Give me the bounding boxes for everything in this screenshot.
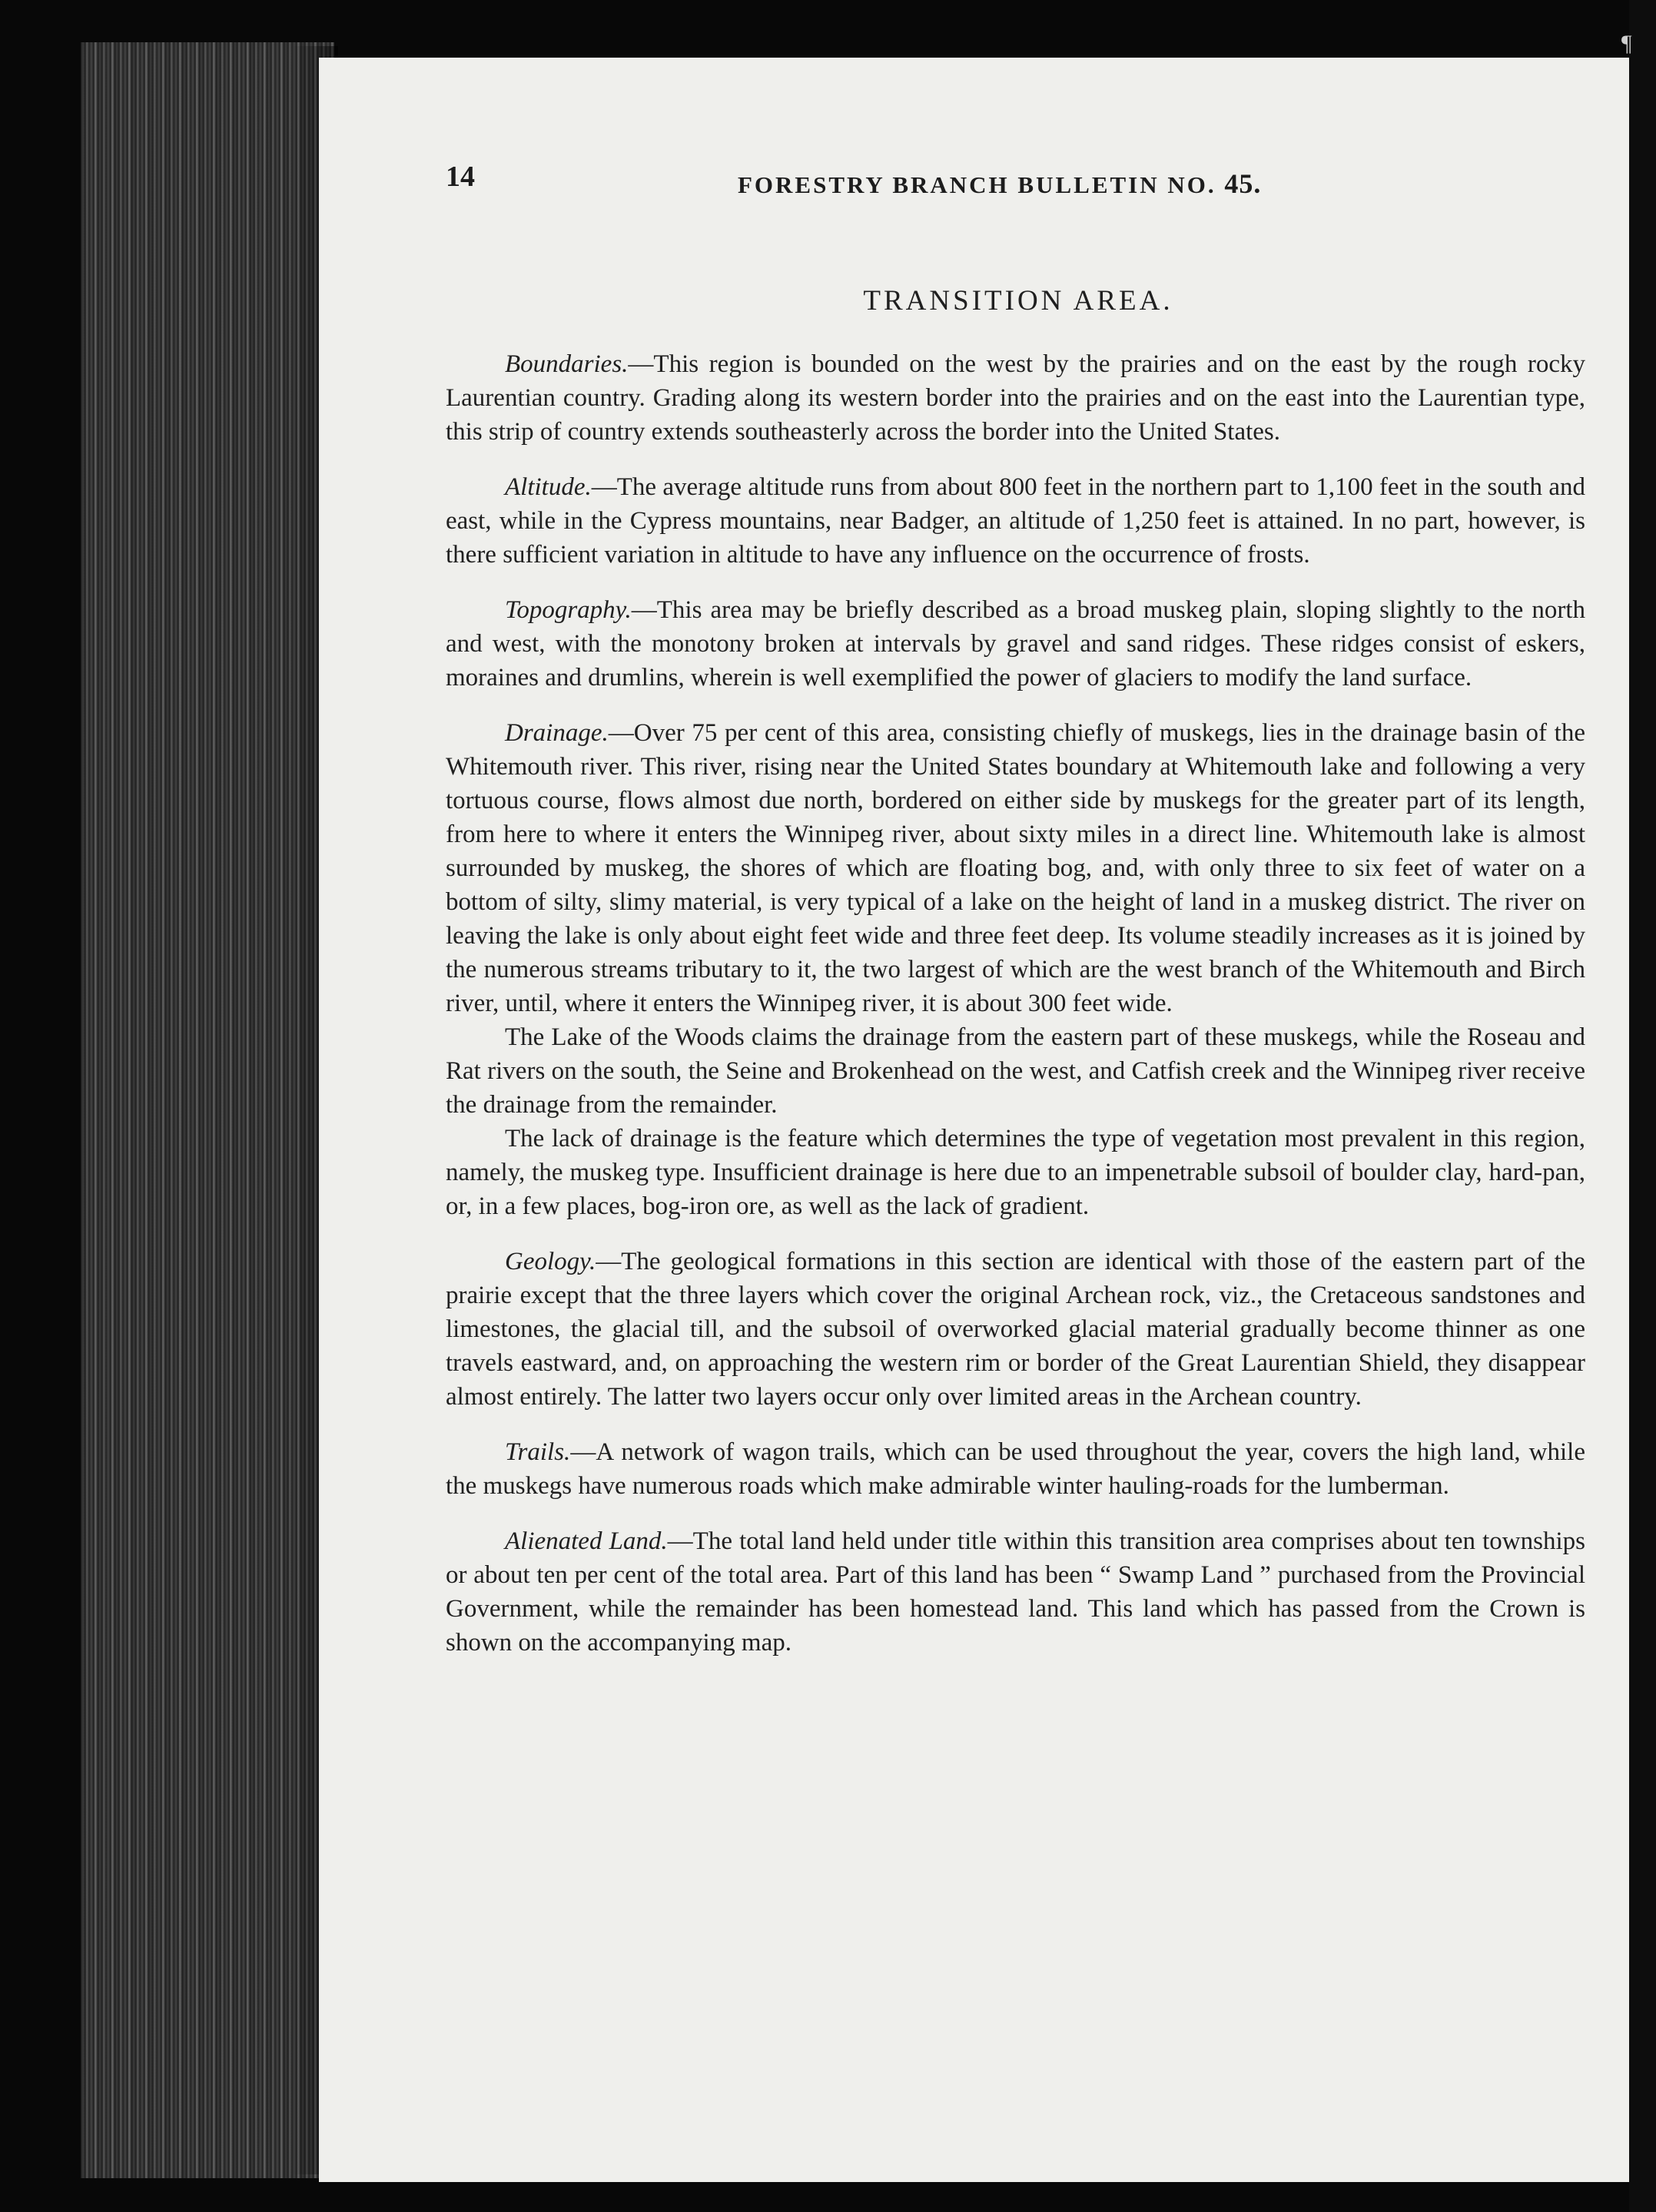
paragraph-lead: Topography.	[505, 596, 632, 624]
paragraph-lead: Drainage.	[505, 719, 609, 747]
corner-mark: ¶	[1621, 31, 1632, 56]
section-title: TRANSITION AREA.	[863, 285, 1173, 317]
running-head-text: FORESTRY BRANCH BULLETIN NO.	[738, 171, 1225, 198]
paragraph-drainage-vegetation	[446, 1122, 1585, 1223]
paragraph-text: —The average altitude runs from about 800 feet in the northern part to 1,100 feet in the south and east, while in the Cypress mountains, near Badger, an altitude of 1,250 feet is attained. In no part, however, is there sufficient variation in altitude to have any influence on the occurrence of frosts.	[446, 473, 1585, 569]
paragraph-lead: Geology.	[505, 1248, 596, 1275]
paragraph-drainage-continued	[446, 1020, 1585, 1122]
paragraph-altitude	[446, 470, 1585, 572]
body-text	[446, 347, 1585, 1660]
paragraph-text: —The total land held under title within this transition area comprises about ten townships or about ten per cent of the total area. Part of this land has been “ Swamp Land ” purchased from the Provincial Government, while the remainder has been homestead land. This land which has passed from the Crown is shown on the accompanying map.	[446, 1527, 1585, 1657]
paragraph-text: —This region is bounded on the west by the prairies and on the east by the rough rocky Laurentian country. Grading along its western border into the prairies and on the east into the Laurentian type, this strip of country extends southeasterly across the border into the United States.	[446, 350, 1585, 446]
paragraph-text: —A network of wagon trails, which can be used throughout the year, covers the high land, while the muskegs have numerous roads which make admirable winter hauling-roads for the lumberman.	[446, 1438, 1585, 1500]
paragraph-lead: Trails.	[505, 1438, 571, 1466]
paragraph-boundaries	[446, 347, 1585, 449]
paragraph-text: —Over 75 per cent of this area, consisting chiefly of muskegs, lies in the drainage basin of the Whitemouth river. This river, rising near the United States boundary at Whitemouth lake and following a very tortuous course, flows almost due north, bordered on either side by muskegs for the greater part of its length, from here to where it enters the Winnipeg river, about sixty miles in a direct line. Whitemouth lake is almost surrounded by muskeg, the shores of which are floating bog, and, with only three to six feet of water on a bottom of silty, slimy material, is very typical of a lake on the height of land in a muskeg district. The river on leaving the lake is only about eight feet wide and three feet deep. Its volume steadily increases as it is joined by the numerous streams tributary to it, the two largest of which are the west branch of the Whitemouth and Birch river, until, where it enters the Winnipeg river, it is about 300 feet wide.	[446, 719, 1585, 1017]
running-head	[738, 167, 1261, 200]
paragraph-geology	[446, 1245, 1585, 1414]
paragraph-text: —This area may be briefly described as a broad muskeg plain, sloping slightly to the north and west, with the monotony broken at intervals by gravel and sand ridges. These ridges consist of eskers, moraines and drumlins, wherein is well exemplified the power of glaciers to modify the land surface.	[446, 596, 1585, 691]
paragraph-lead: Altitude.	[505, 473, 592, 501]
paragraph-text: The lack of drainage is the feature which determines the type of vegetation most prevalent in this region, namely, the muskeg type. Insufficient drainage is here due to an impenetrable subsoil of boulder clay, hard-pan, or, in a few places, bog-iron ore, as well as the lack of gradient.	[446, 1125, 1585, 1220]
paragraph-text: The Lake of the Woods claims the drainage from the eastern part of these muskegs, while the Roseau and Rat rivers on the south, the Seine and Brokenhead on the west, and Catfish creek and the Winnipeg river receive the drainage from the remainder.	[446, 1023, 1585, 1119]
paragraph-lead: Alienated Land.	[505, 1527, 668, 1555]
paragraph-trails	[446, 1435, 1585, 1503]
paragraph-lead: Boundaries.	[505, 350, 629, 378]
paragraph-topography	[446, 593, 1585, 695]
right-scan-border	[1629, 0, 1656, 2212]
paragraph-alienated-land	[446, 1524, 1585, 1660]
paragraph-text: —The geological formations in this section are identical with those of the eastern part of the prairie except that the three layers which cover the original Archean rock, viz., the Cretaceous sandstones and limestones, the glacial till, and the subsoil of overworked glacial material gradually become thinner as one travels eastward, and, on approaching the western rim or border of the Great Laurentian Shield, they disappear almost entirely. The latter two layers occur only over limited areas in the Archean country.	[446, 1248, 1585, 1411]
bulletin-number: 45.	[1224, 168, 1262, 199]
paragraph-drainage	[446, 716, 1585, 1020]
page-number: 14	[446, 161, 475, 193]
